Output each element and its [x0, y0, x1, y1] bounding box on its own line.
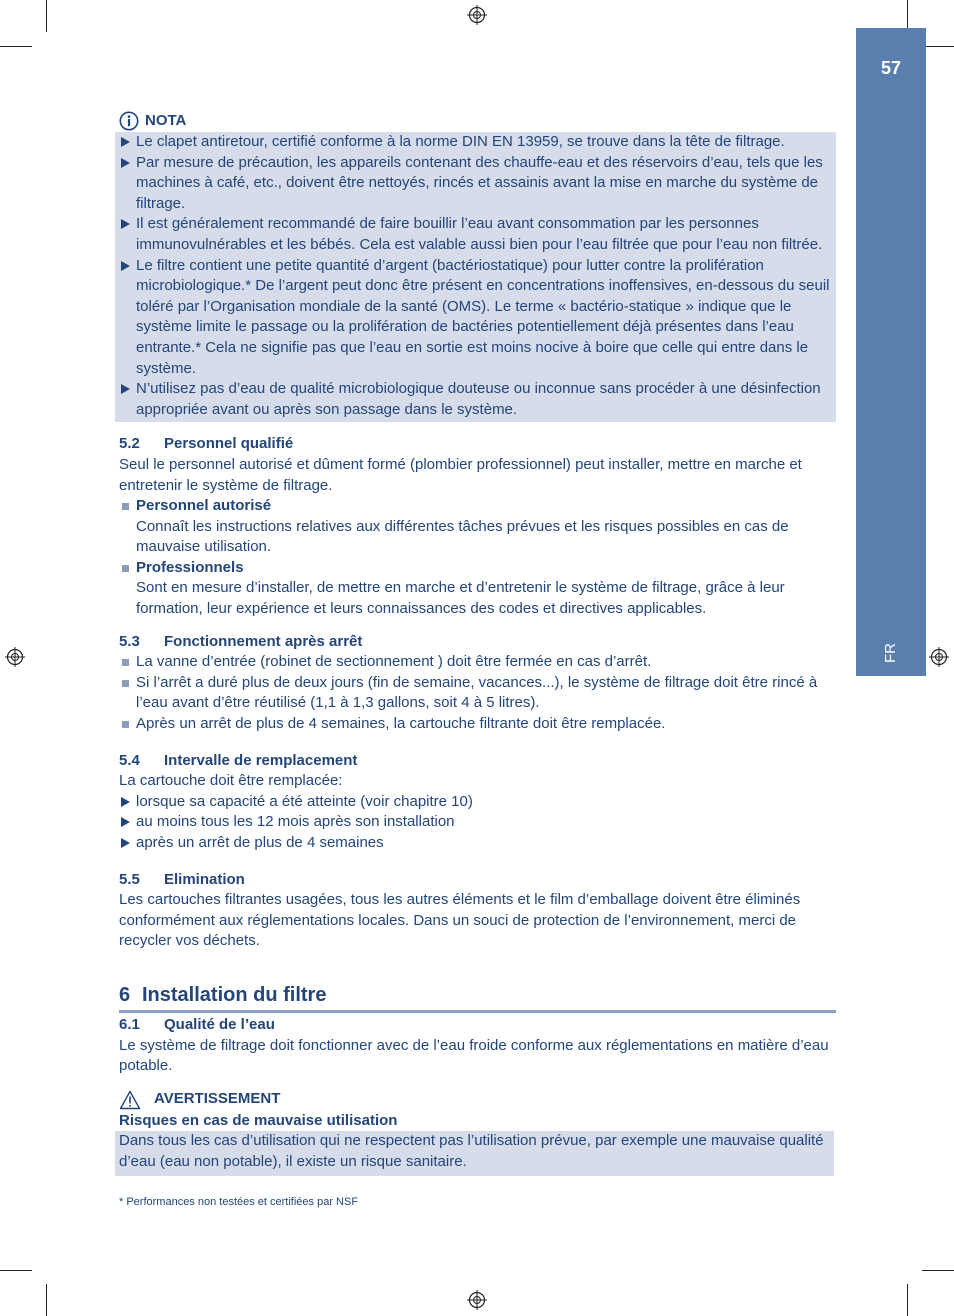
- warning-subtitle: Risques en cas de mauvaise utilisation: [119, 1111, 398, 1129]
- section-heading: 5.5 Elimination: [119, 870, 245, 888]
- note-bullet: Le clapet antiretour, certifié conforme à la norme DIN EN 13959, se trouve dans la tête de filtrage.: [119, 132, 836, 153]
- note-bullet: Le filtre contient une petite quantité d’argent (bactériostatique) pour lutter contre la prolifération microbiologique.* De l’argent peut donc être présent en concentrations inoffensives, en-dessous du seuil toléré par l’Organisation mondiale de la santé (OMS). Le terme « bactério-statique » indique que le système limite le passage ou la prolifération de bactéries potentiellement déjà présentes dans l’eau entrante.* Cela ne signifie pas que l’eau en sortie est moins nocive à boire que celle qui entre dans le système.: [119, 256, 836, 380]
- warning-box: Dans tous les cas d’utilisation qui ne respectent pas l’utilisation prévue, par exemple une mauvaise qualité d’eau (eau non potable), il existe un risque sanitaire.: [115, 1131, 834, 1175]
- page-content: [119, 110, 836, 1212]
- chapter-rule: [119, 1010, 836, 1013]
- section-text: Seul le personnel autorisé et dûment formé (plombier professionnel) peut installer, mettre en marche et entretenir le système de filtrage.: [119, 455, 802, 494]
- section-text: Les cartouches filtrantes usagées, tous les autres éléments et le film d’emballage doivent être éliminés conformément aux réglementations locales. Dans un souci de protection de l’environnement, merci de recycler vos déchets.: [119, 891, 801, 950]
- footnote: * Performances non testées et certifiées par NSF: [119, 1195, 359, 1208]
- list-item: Professionnels Sont en mesure d’installer, de mettre en marche et d’entretenir le système de filtrage, grâce à leur formation, leur expérience et leurs connaissances des codes et directives applicables.: [119, 558, 836, 620]
- warning-header: [119, 1089, 836, 1111]
- registration-mark-icon: [929, 647, 949, 667]
- info-icon: [119, 111, 139, 131]
- registration-mark-icon: [467, 5, 487, 25]
- section-heading: 5.3 Fonctionnement après arrêt: [119, 632, 363, 650]
- list-item: Après un arrêt de plus de 4 semaines, la cartouche filtrante doit être remplacée.: [119, 714, 836, 735]
- list-item: La vanne d’entrée (robinet de sectionnement ) doit être fermée en cas d’arrêt.: [119, 652, 836, 673]
- crop-mark: [922, 46, 954, 47]
- note-box: [115, 132, 836, 422]
- list-item: lorsque sa capacité a été atteinte (voir chapitre 10): [119, 792, 836, 813]
- crop-mark: [46, 1284, 47, 1316]
- note-bullet: Par mesure de précaution, les appareils contenant des chauffe-eau et des réservoirs d’eau, tels que les machines à café, etc., doivent être nettoyés, rincés et assainis avant la mise en marche du système de filtrage.: [119, 153, 836, 215]
- list-item: Personnel autorisé Connaît les instructions relatives aux différentes tâches prévues et les risques possibles en cas de mauvaise utilisation.: [119, 496, 836, 558]
- section-text: Le système de filtrage doit fonctionner avec de l’eau froide conforme aux réglementations en matière d’eau potable.: [119, 1036, 829, 1075]
- registration-mark-icon: [467, 1290, 487, 1310]
- warning-icon: [119, 1090, 141, 1110]
- crop-mark: [922, 1270, 954, 1271]
- registration-mark-icon: [5, 647, 25, 667]
- list-item: Si l’arrêt a duré plus de deux jours (fin de semaine, vacances...), le système de filtrage doit être rincé à l’eau avant d’être réutilisé (1,1 à 1,3 gallons, soit 4 à 5 litres).: [119, 673, 836, 714]
- language-tab: [856, 28, 926, 676]
- section-text: La cartouche doit être remplacée:: [119, 772, 343, 790]
- section-heading: 5.4 Intervalle de remplacement: [119, 751, 358, 769]
- crop-mark: [46, 0, 47, 32]
- note-bullet: Il est généralement recommandé de faire bouillir l’eau avant consommation par les personnes immunovulnérables et les bébés. Cela est valable aussi bien pour l’eau filtrée que pour l’eau non filtrée.: [119, 214, 836, 255]
- language-label: FR: [882, 643, 899, 663]
- crop-mark: [0, 1270, 32, 1271]
- warning-title: AVERTISSEMENT: [154, 1090, 281, 1108]
- crop-mark: [0, 46, 32, 47]
- note-header: [119, 110, 836, 132]
- section-heading: 5.2 Personnel qualifié: [119, 435, 294, 453]
- note-bullet: N’utilisez pas d’eau de qualité microbiologique douteuse ou inconnue sans procéder à une désinfection appropriée avant ou après son passage dans le système.: [119, 379, 836, 422]
- chapter-heading: 6 Installation du filtre: [119, 983, 327, 1006]
- list-item: au moins tous les 12 mois après son installation: [119, 812, 836, 833]
- page-number: 57: [880, 58, 902, 78]
- section-heading: 6.1 Qualité de l’eau: [119, 1015, 275, 1033]
- list-item: après un arrêt de plus de 4 semaines: [119, 833, 836, 854]
- note-title: NOTA: [145, 111, 187, 129]
- crop-mark: [907, 1284, 908, 1316]
